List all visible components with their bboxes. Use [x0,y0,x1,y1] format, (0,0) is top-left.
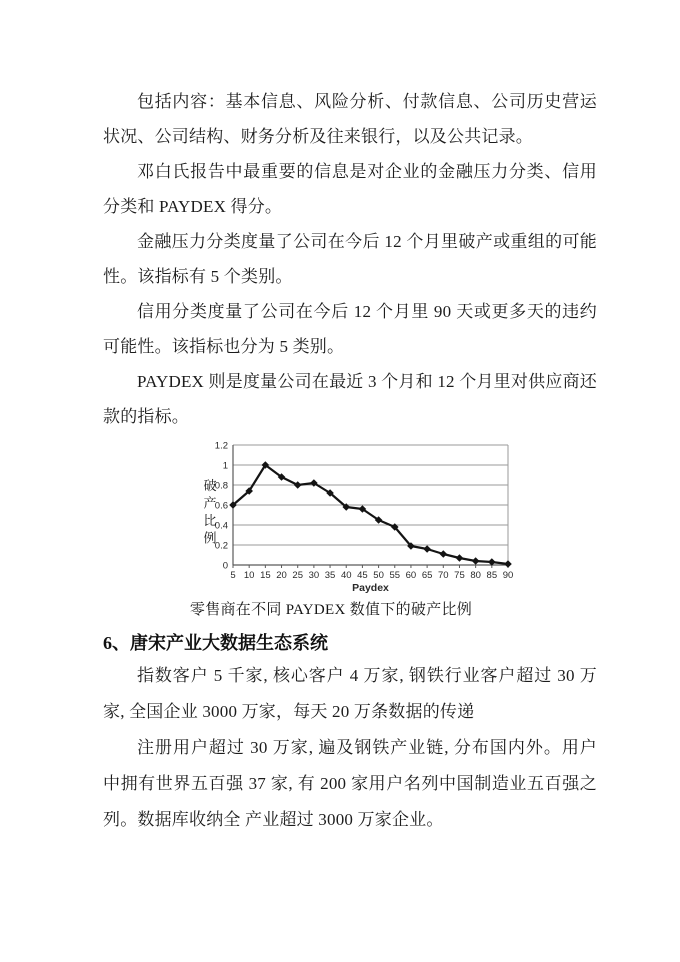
svg-text:Paydex: Paydex [352,582,389,594]
paragraph: 指数客户 5 千家, 核心客户 4 万家, 钢铁行业客户超过 30 万家, 全国企业 3000 万家，每天 20 万条数据的传递 [103,666,597,721]
svg-text:10: 10 [243,570,255,581]
svg-text:0.6: 0.6 [214,500,228,512]
svg-text:80: 80 [470,570,481,581]
svg-text:45: 45 [357,570,368,581]
svg-text:60: 60 [405,570,417,581]
paragraph: 包括内容：基本信息、风险分析、付款信息、公司历史营运状况、公司结构、财务分析及往来银行，以及公共记录。 [103,92,597,146]
paragraph: 注册用户超过 30 万家, 遍及钢铁产业链, 分布国内外。用户 中拥有世界五百强 37 家, 有 200 家用户名列中国制造业五百强之列。数据库收纳全 产业超过 3000 万家企业。 [103,738,597,829]
svg-text:50: 50 [373,570,384,581]
paragraph: 金融压力分类度量了公司在今后 12 个月里破产或重组的可能性。该指标有 5 个类别。 [103,232,597,286]
svg-text:90: 90 [502,570,514,581]
intro-paragraphs [103,84,597,434]
svg-text:破: 破 [203,478,217,493]
paydex-line-chart [185,438,517,596]
svg-text:25: 25 [292,570,303,581]
paragraph: 邓白氏报告中最重要的信息是对企业的金融压力分类、信用分类和 PAYDEX 得分。 [103,162,597,216]
section-paragraphs [103,658,597,838]
svg-text:0.4: 0.4 [214,520,228,532]
svg-text:例: 例 [203,530,217,546]
svg-text:70: 70 [438,570,449,581]
svg-text:20: 20 [276,570,287,581]
svg-text:30: 30 [308,570,320,581]
paydex-figure [103,438,597,620]
paydex-chart-svg [185,438,517,596]
svg-text:35: 35 [324,570,336,581]
svg-text:产: 产 [203,495,217,511]
svg-text:75: 75 [454,570,465,581]
svg-text:65: 65 [421,570,433,581]
section-heading: 6、唐宋产业大数据生态系统 [103,633,328,653]
svg-text:85: 85 [486,570,498,581]
svg-text:5: 5 [230,570,236,581]
svg-text:40: 40 [340,570,352,581]
svg-text:55: 55 [389,570,401,581]
svg-text:0.2: 0.2 [214,540,228,552]
svg-text:1.2: 1.2 [214,440,228,452]
paragraph: 信用分类度量了公司在今后 12 个月里 90 天或更多天的违约可能性。该指标也分为 5 类别。 [103,302,597,356]
svg-text:比: 比 [203,513,217,528]
figure-caption: 零售商在不同 PAYDEX 数值下的破产比例 [189,602,473,618]
svg-text:1: 1 [222,460,228,472]
paragraph: PAYDEX 则是度量公司在最近 3 个月和 12 个月里对供应商还款的指标。 [103,372,597,426]
svg-text:15: 15 [260,570,271,581]
svg-text:0.8: 0.8 [214,480,228,492]
svg-text:0: 0 [222,560,228,572]
